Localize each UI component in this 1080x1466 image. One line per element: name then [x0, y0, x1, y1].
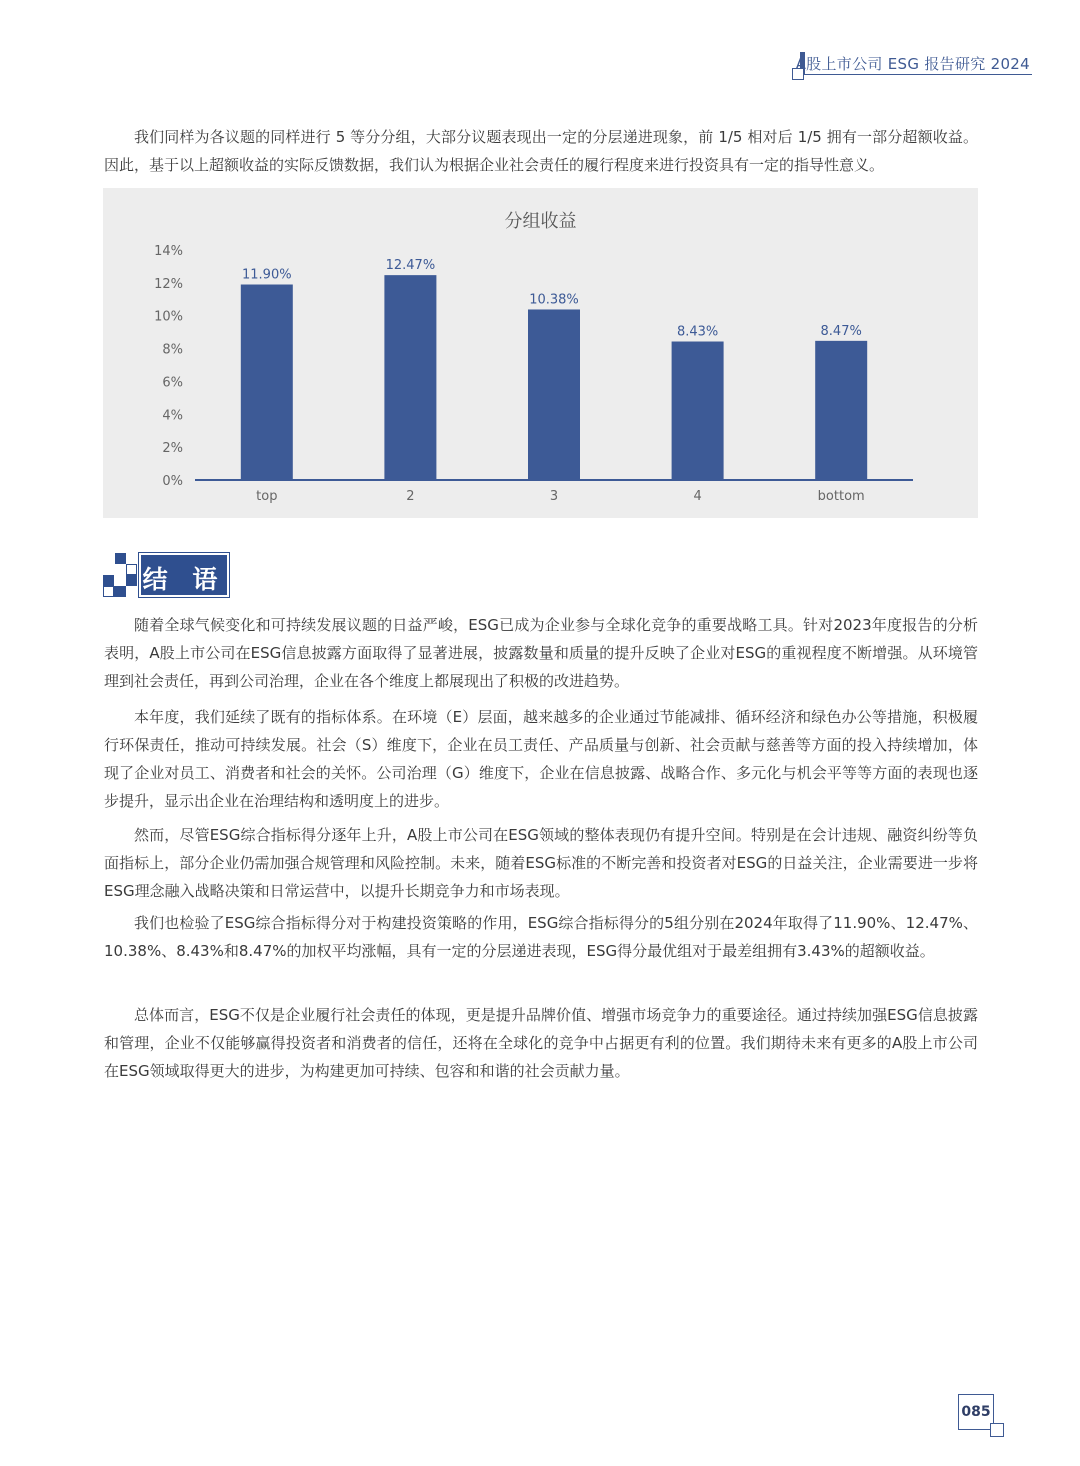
section-heading — [103, 553, 243, 599]
section-title-box — [139, 553, 229, 597]
data-label: 8.47% — [820, 323, 862, 339]
x-tick-label: top — [256, 489, 278, 504]
section-title: 结 语 — [142, 565, 226, 594]
heading-pixel-decoration — [103, 575, 114, 586]
page-number — [958, 1394, 1006, 1438]
conclusion-paragraph-4: 我们也检验了ESG综合指标得分对于构建投资策略的作用，ESG综合指标得分的5组分别在2024年取得了11.90%、12.47%、10.38%、8.43%和8.47%的加权平均涨幅，具有一定的分层递进表现，ESG得分最优组对于最差组拥有3.43%的超额收益。 — [104, 914, 978, 960]
heading-pixel-decoration — [114, 586, 126, 597]
conclusion-paragraph-3: 然而，尽管ESG综合指标得分逐年上升，A股上市公司在ESG领域的整体表现仍有提升空间。特别是在会计违规、融资纠纷等负面指标上，部分企业仍需加强合规管理和风险控制。未来，随着ESG标准的不断完善和投资者对ESG的日益关注，企业需要进一步将ESG理念融入战略决策和日常运营中，以提升长期竞争力和市场表现。 — [104, 826, 978, 900]
running-header — [792, 50, 1032, 82]
heading-pixel-decoration — [126, 575, 137, 586]
y-tick-label: 10% — [154, 309, 183, 325]
chart-bar — [672, 342, 724, 480]
header-title: A股上市公司 ESG 报告研究 2024 — [795, 55, 1030, 73]
chart-bar — [241, 285, 293, 481]
chart-bar — [815, 341, 867, 480]
page-number-box — [958, 1394, 994, 1430]
y-tick-label: 12% — [154, 276, 183, 292]
data-label: 12.47% — [385, 258, 436, 274]
chart-canvas — [103, 188, 978, 518]
heading-pixel-decoration — [126, 564, 137, 575]
x-tick-label: 3 — [549, 489, 559, 504]
heading-pixel-decoration — [115, 553, 126, 564]
y-tick-label: 4% — [162, 408, 183, 424]
y-tick-label: 14% — [154, 244, 183, 259]
conclusion-paragraph-1: 随着全球气候变化和可持续发展议题的日益严峻，ESG已成为企业参与全球化竞争的重要战略工具。针对2023年度报告的分析表明，A股上市公司在ESG信息披露方面取得了显著进展，披露数量和质量的提升反映了企业对ESG的重视程度不断增强。从环境管理到社会责任，再到公司治理，企业在各个维度上都展现出了积极的改进趋势。 — [104, 616, 978, 690]
x-tick-label: bottom — [817, 489, 865, 504]
conclusion-paragraph-5: 总体而言，ESG不仅是企业履行社会责任的体现，更是提升品牌价值、增强市场竞争力的重要途径。通过持续加强ESG信息披露和管理，企业不仅能够赢得投资者和消费者的信任，还将在全球化的竞争中占据更有利的位置。我们期待未来有更多的A股上市公司在ESG领域取得更大的进步，为构建更加可持续、包容和和谐的社会贡献力量。 — [104, 1006, 978, 1080]
header-rule — [802, 74, 1032, 75]
data-label: 11.90% — [242, 267, 292, 283]
x-tick-label: 2 — [406, 489, 415, 504]
chart-bar — [528, 309, 580, 480]
page-corner-square-icon — [990, 1423, 1004, 1437]
intro-paragraph: 我们同样为各议题的同样进行 5 等分分组，大部分议题表现出一定的分层递进现象，前 1/5 相对后 1/5 拥有一部分超额收益。因此，基于以上超额收益的实际反馈数据，我们认为根据企业社会责任的履行程度来进行投资具有一定的指导性意义。 — [104, 128, 978, 174]
heading-pixel-decoration — [103, 586, 114, 597]
y-tick-label: 6% — [162, 375, 183, 391]
data-label: 10.38% — [529, 292, 579, 308]
page-number-text: 085 — [961, 1404, 991, 1420]
y-tick-label: 8% — [162, 342, 183, 358]
chart-bar — [384, 275, 436, 480]
x-tick-label: 4 — [693, 489, 702, 504]
y-tick-label: 0% — [162, 474, 183, 489]
conclusion-paragraph-2: 本年度，我们延续了既有的指标体系。在环境（E）层面，越来越多的企业通过节能减排、循环经济和绿色办公等措施，积极履行环保责任，推动可持续发展。社会（S）维度下，企业在员工责任、产品质量与创新、社会贡献与慈善等方面的投入持续增加，体现了企业对员工、消费者和社会的关怀。公司治理（G）维度下，企业在信息披露、战略合作、多元化与机会平等等方面的表现也逐步提升，显示出企业在治理结构和透明度上的进步。 — [104, 708, 978, 810]
y-tick-label: 2% — [162, 441, 183, 457]
data-label: 8.43% — [676, 324, 719, 340]
chart-title: 分组收益 — [504, 211, 577, 232]
bar-chart — [103, 188, 978, 518]
